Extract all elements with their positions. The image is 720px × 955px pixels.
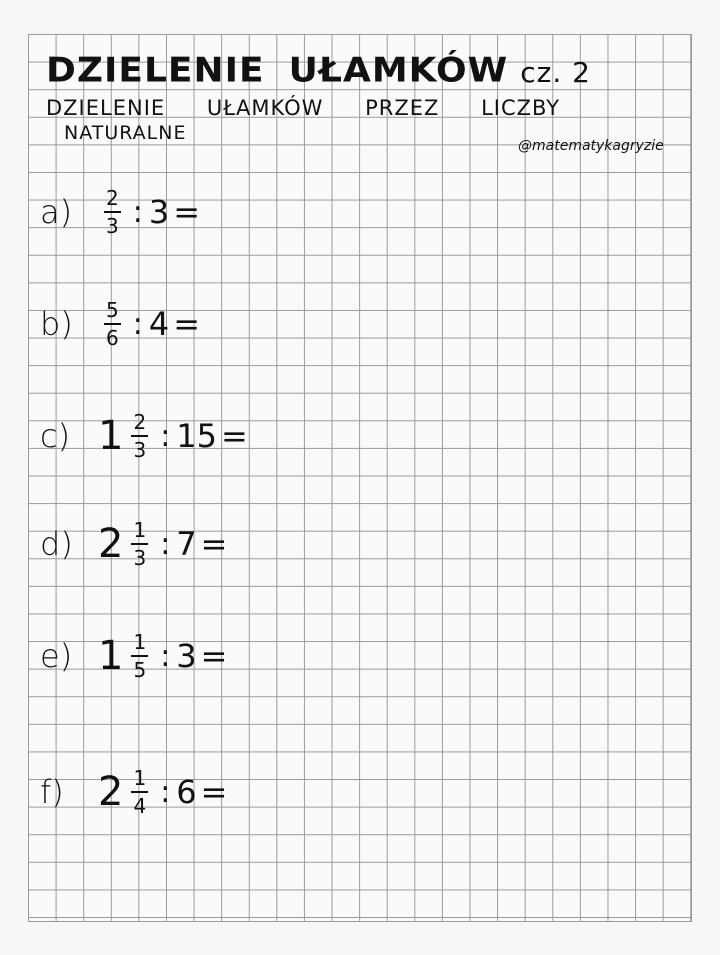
subtitle-word-1: DZIELENIE (46, 96, 166, 120)
denominator: 3 (133, 438, 147, 462)
denominator: 5 (133, 658, 147, 682)
division-sign: : (160, 526, 171, 562)
exercise-expression (98, 188, 200, 236)
exercise-expression (98, 412, 248, 460)
subtitle-word-4: LICZBY (481, 96, 561, 120)
equals-sign: = (221, 417, 248, 455)
exercise-label: b) (40, 305, 73, 343)
numerator: 1 (133, 518, 147, 542)
worksheet-title (46, 50, 591, 91)
exercise-label: c) (40, 417, 71, 455)
subtitle-word-2: UŁAMKÓW (206, 96, 324, 120)
exercise-expression (98, 520, 227, 568)
subtitle-word-3: PRZEZ (365, 96, 440, 120)
equals-sign: = (200, 637, 228, 675)
divisor: 3 (176, 637, 197, 675)
title-word-1: DZIELENIE (46, 51, 265, 90)
denominator: 3 (133, 546, 147, 570)
title-word-2: UŁAMKÓW (288, 51, 509, 90)
exercise-e (40, 632, 227, 680)
whole-part: 2 (98, 769, 124, 815)
whole-part: 1 (98, 633, 124, 679)
exercise-d (40, 520, 227, 568)
denominator: 4 (133, 794, 147, 818)
numerator: 2 (133, 410, 147, 434)
numerator: 1 (133, 766, 147, 790)
exercise-expression (98, 300, 200, 348)
denominator: 3 (106, 214, 119, 238)
numerator: 1 (133, 630, 147, 654)
divisor: 4 (148, 305, 170, 343)
subtitle-line-2: NATURALNE (64, 122, 187, 144)
equals-sign: = (200, 773, 228, 811)
exercise-label: f) (40, 773, 64, 811)
denominator: 6 (106, 326, 119, 350)
fraction (131, 768, 148, 816)
fraction (131, 412, 148, 460)
division-sign: : (160, 774, 171, 810)
fraction (104, 300, 121, 348)
exercise-b (40, 300, 200, 348)
divisor: 7 (176, 525, 197, 563)
divisor: 15 (176, 417, 218, 455)
exercise-f (40, 768, 227, 816)
division-sign: : (132, 306, 143, 342)
whole-part: 2 (98, 521, 124, 567)
whole-part: 1 (98, 413, 124, 459)
fraction (131, 520, 148, 568)
equals-sign: = (173, 193, 201, 231)
exercise-c (40, 412, 248, 460)
equals-sign: = (173, 305, 201, 343)
exercise-expression (98, 768, 227, 816)
exercise-expression (98, 632, 227, 680)
exercise-label: d) (40, 525, 73, 563)
subtitle (46, 96, 594, 120)
numerator: 2 (106, 186, 119, 210)
division-sign: : (160, 418, 171, 454)
equals-sign: = (200, 525, 228, 563)
exercise-label: a) (40, 193, 73, 231)
author-handle: @matematykagryzie (518, 138, 664, 154)
fraction (104, 188, 121, 236)
exercise-label: e) (40, 637, 73, 675)
title-text (46, 51, 508, 90)
exercise-a (40, 188, 200, 236)
divisor: 3 (148, 193, 170, 231)
divisor: 6 (176, 773, 197, 811)
title-part: cz. 2 (520, 56, 591, 89)
fraction (131, 632, 148, 680)
numerator: 5 (106, 298, 119, 322)
division-sign: : (160, 638, 171, 674)
division-sign: : (132, 194, 143, 230)
